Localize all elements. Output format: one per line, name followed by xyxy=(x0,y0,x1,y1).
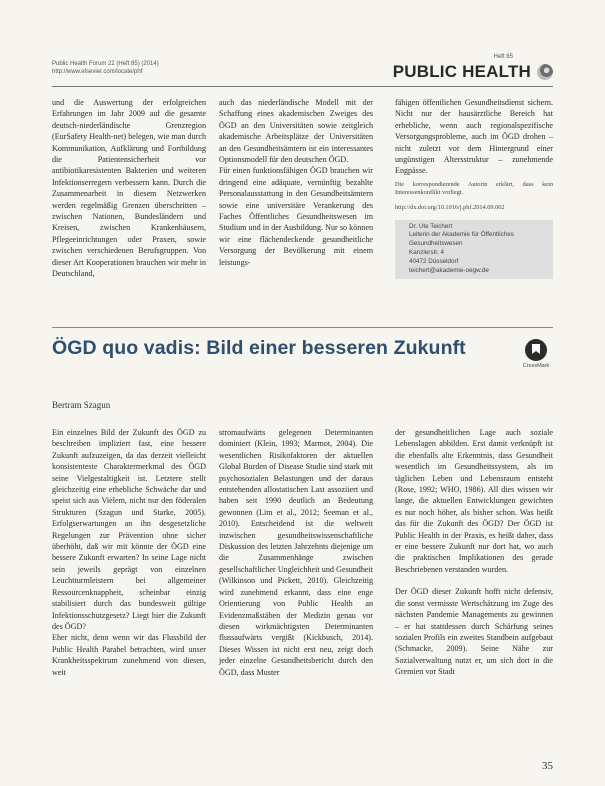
address-line: Leiterin der Akademie für Öffentliches xyxy=(409,231,514,239)
article-paragraph: Der ÖGD dieser Zukunft hofft nicht defensiv, die sonst vermisste Wertschätzung im Zuge des nächsten Pandemie Managements zu gewinnen – er hat stattdessen durch Schärfung seines sozialen Profils ein zweites Standbein aufgebaut (Schmacke, 2009). Seine Nähe zur Sozialverwaltung nutzt er, um sich dort in die Gremien vor Stadt xyxy=(395,587,553,677)
prev-article-column-2 xyxy=(219,97,373,268)
address-line: Gesundheitswesen xyxy=(409,240,463,248)
conflict-note: Die korrespondierende Autorin erklärt, dass kein Interessenkonflikt vorliegt. xyxy=(395,180,553,197)
issue-label: Heft 85 xyxy=(493,54,513,60)
address-line: Dr. Ute Teichert xyxy=(409,222,453,230)
article-column-3 xyxy=(395,427,553,678)
journal-brand xyxy=(393,62,553,82)
address-line: Kanzlerstr. 4 xyxy=(409,249,444,257)
author-email[interactable]: teichert@akademie-oegw.de xyxy=(409,266,489,274)
article-author: Bertram Szagun xyxy=(52,400,111,410)
article-paragraph: Eher nicht, denn wenn wir das Flussbild der Public Health Parabel betrachten, wird unser Krankheitsspektrum zunehmend von diesen, weit xyxy=(52,633,206,677)
prev-article-paragraph: und die Auswertung der erfolgreichen Erfahrungen im Jahr 2009 auf die gesamte deutsch-niederländische Grenzregion (EurSafety Health-net) belegen, wie man durch Kommunikation, Aufklärung und Fortbildung die Patientensicherheit vor antibiotikaresistenten Bakterien und weiteren Infektionserregern verbessern kann. Durch die Zusammenarbeit in diesem Netzwerken werden regelmäßig Grenzen überschritten – zwischen Nationen, Bundesländern und Kreisen, zwischen Krankenhäusern, Pflegeeinrichtungen oder Praxen, sowie zwischen verschiedenen Berufsgruppen. Von dieser Art Kooperationen brauchen wir mehr in Deutschland, xyxy=(52,98,206,279)
prev-article-paragraph: auch das niederländische Modell mit der Schaffung eines akademischen Zweiges des ÖGD an den Universitäten sowie zeitgleich akademische Arbeitsplätze der Universitäten an den Gesundheitsämtern ist ein interessantes Optionsmodell für den deutschen ÖGD. xyxy=(219,98,373,165)
article-paragraph: stromaufwärts gelegenen Determinanten dominiert (Klein, 1993; Marmot, 2004). Die wesentlichen Risikofaktoren der aktuellen Global Burden of Disease Studie sind stark mit psychosozialen Belastungen und der daraus entstehenden allostatischen Last assoziiert und haben seit 1990 deutlich an Bedeutung gewonnen (Lim et al., 2012; Seeman et al., 2010). Entscheidend ist die weltweit inzwischen gesundheitswissenschaftliche Diskussion des letzten Jahrzehnts diejenige um die Zusammenhänge zwischen gesellschaftlicher Ungleichheit und Gesundheit (Wilkinson und Pickett, 2010). Gleichzeitig wird zunehmend erkannt, dass eine enge Orientierung von Public Health an Evidenzmaßstäben der Medizin genau vor diesen wirkmächtigsten Determinanten flussaufwärts vergißt (Kickbusch, 2014). Dieses Wissen ist nicht erst neu, zeigt doch jeder einzelne Gesundheitsbericht durch den ÖGD, dass Muster xyxy=(219,428,373,677)
prev-article-column-1 xyxy=(52,97,206,280)
crossmark-icon xyxy=(525,339,547,361)
article-paragraph: Ein einzelnes Bild der Zukunft des ÖGD zu beschreiben impliziert fast, eine bessere Zukunft aufzuzeigen, da das derzeit vielleicht konsistenteste Charaktermerkmal des ÖGD seine Vielgestaltigkeit ist. Letztere stellt gleichzeitig eine erhebliche Schwäche dar und speist sich aus Vielem, nicht nur den föderalen Strukturen (Szagun und Starke, 2005). Erfolgserwartungen an ihn desgesetzliche Regelungen zur Prävention ohne sicher überhöht, daß wir mit könnte der ÖGD eine bessere Zukunft erwarten? In seine Lage nicht sein jeweils geprägt von einzelnen Leuchtturmleistern bei allgemeiner Ressourcenknappheit, scheinbar einzig stabilisiert durch das bundesweit gültige Infektionsschutzgesetz? Liegt hier die Zukunft des ÖGD? xyxy=(52,428,206,631)
brand-name: PUBLIC HEALTH xyxy=(392,62,531,81)
journal-brand-block xyxy=(393,54,553,82)
prev-article-paragraph: fähigen öffentlichen Gesundheitsdienst sichern. Nicht nur der hausärztliche Bereich hat erhebliche, wenn auch regionalspezifische Versorgungsprobleme, auch im ÖGD drohen – nicht zuletzt vor dem Hintergrund einer ungünstigen Altersstruktur – zunehmende Engpässe. xyxy=(395,98,553,176)
address-line: 40472 Düsseldorf xyxy=(409,257,459,265)
crossmark-label: CrossMark xyxy=(522,363,550,369)
brand-logo-icon xyxy=(537,64,553,80)
crossmark-button[interactable] xyxy=(519,339,553,369)
article-column-2 xyxy=(219,427,373,678)
header-divider xyxy=(52,86,553,87)
prev-article-paragraph: Für einen funktionsfähigen ÖGD brauchen wir dringend eine adäquate, vernünftig bezahlte Personalausstattung in den Gesundheitsämtern sowie eine universitäre Verankerung des Faches Öffentliches Gesundheitswesen im Studium und in der Ausbildung. Nur so können wir eine flächendeckende gesundheitliche Versorgung der Bevölkerung mit einem leistungs- xyxy=(219,166,373,267)
article-title: ÖGD quo vadis: Bild einer besseren Zukunft xyxy=(52,337,466,359)
author-address-box xyxy=(395,220,553,280)
article-paragraph: der gesundheitlichen Lage auch soziale Lebenslagen abbilden. Erst damit verknüpft ist die ebenfalls alte Erkenntnis, dass Gesundheit wesentlich im Gesundheitssystem, als im täglichen Leben und Lebensraum entsteht (Rose, 1992; WHO, 1986). All dies wissen wir lange, die aktuellen Entwicklungen gewichten es nur noch höher, als bisher schon. Was heißt das für die Zukunft des ÖGD? Der ÖGD ist Public Health in der Praxis, es heißt daher, dass er eine bessere Zukunft nur dort hat, wo auch die praktischen Implikationen des gerade Beschriebenen verstanden wurden. xyxy=(395,428,553,574)
article-column-1 xyxy=(52,427,206,678)
doi-link[interactable]: http://dx.doi.org/10.1016/j.phf.2014.09.002 xyxy=(395,203,505,211)
section-divider xyxy=(52,327,553,328)
citation-text: Public Health Forum 22 (Heft 85) (2014) xyxy=(52,61,159,67)
page-number: 35 xyxy=(542,760,553,772)
journal-url[interactable]: http://www.elsevier.com/locate/phf xyxy=(52,69,143,75)
prev-article-column-3 xyxy=(395,97,553,279)
journal-citation xyxy=(52,60,159,76)
